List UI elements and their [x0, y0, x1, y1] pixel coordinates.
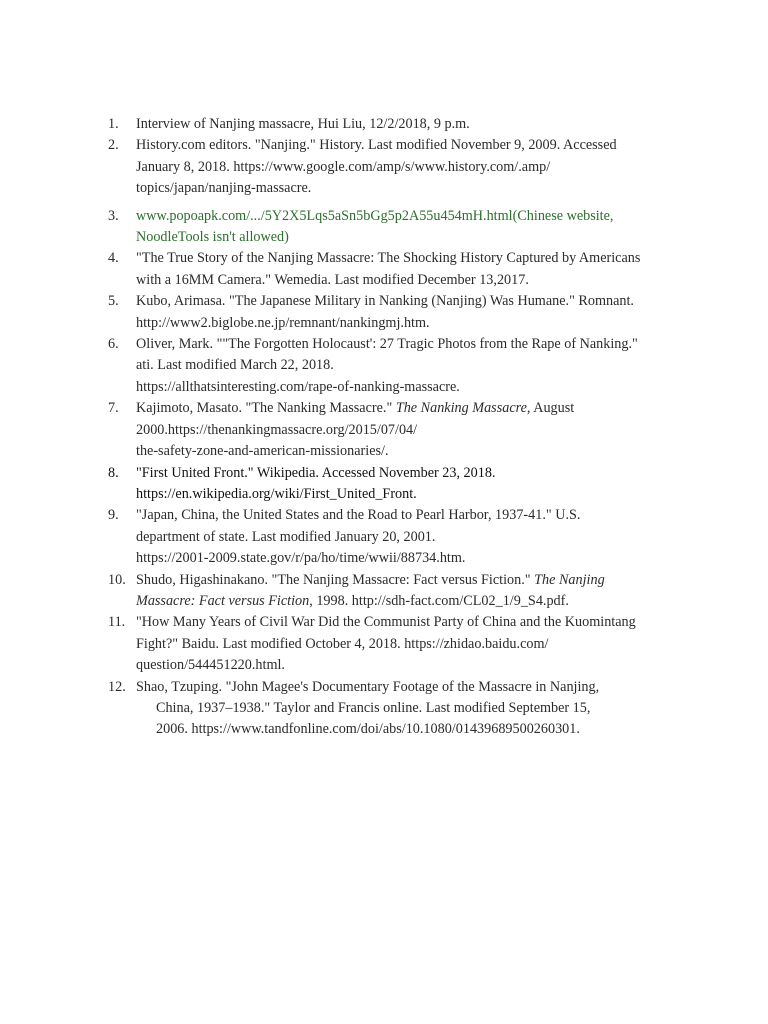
reference-text: the-safety-zone-and-american-missionaries/. [136, 443, 389, 460]
reference-title-italic: The Nanjing [534, 571, 605, 588]
reference-number: 5. [108, 293, 119, 310]
reference-number: 3. [108, 207, 119, 224]
reference-text: Interview of Nanjing massacre, Hui Liu, 12/2/2018, 9 p.m. [136, 116, 470, 132]
reference-title-italic: The Nanking Massacre [395, 400, 527, 417]
reference-text-part: Shudo, Higashinakano. "The Nanjing Massacre: Fact versus Fiction." [136, 571, 535, 588]
reference-item-11 [108, 612, 668, 676]
reference-item-5 [108, 291, 668, 334]
reference-item-1 [108, 114, 668, 135]
reference-number: 10. [108, 571, 126, 588]
reference-number: 9. [108, 507, 119, 524]
reference-text: History.com editors. "Nanjing." History. Last modified November 9, 2009. Accessed [136, 137, 617, 154]
reference-number: 1. [108, 116, 119, 132]
reference-text: http://www2.biglobe.ne.jp/remnant/nankingmj.htm. [136, 314, 430, 331]
reference-item-10 [108, 570, 668, 613]
reference-text [136, 591, 668, 612]
reference-item-3 [108, 206, 668, 249]
reference-text [136, 570, 668, 591]
reference-text: January 8, 2018. https://www.google.com/amp/s/www.history.com/.amp/ [136, 158, 551, 175]
reference-text: topics/japan/nanjing-massacre. [136, 180, 312, 197]
reference-text: "First United Front." Wikipedia. Accessed November 23, 2018. [136, 464, 496, 481]
reference-number: 7. [108, 400, 119, 417]
reference-text: China, 1937–1938." Taylor and Francis online. Last modified September 15, [156, 699, 591, 716]
reference-link[interactable]: https://en.wikipedia.org/wiki/First_United_Front. [136, 485, 417, 502]
reference-text: Kubo, Arimasa. "The Japanese Military in Nanking (Nanjing) Was Humane." Romnant. [136, 293, 634, 310]
reference-item-12 [108, 677, 668, 741]
reference-number: 12. [108, 678, 126, 695]
reference-text: with a 16MM Camera." Wemedia. Last modified December 13,2017. [136, 271, 529, 288]
reference-title-italic: Massacre: Fact versus Fiction [136, 592, 310, 609]
reference-list [108, 114, 668, 741]
reference-text: ati. Last modified March 22, 2018. [136, 357, 334, 374]
reference-item-7 [108, 398, 668, 462]
reference-text: https://2001-2009.state.gov/r/pa/ho/time/wwii/88734.htm. [136, 550, 466, 567]
reference-text: Fight?" Baidu. Last modified October 4, 2018. https://zhidao.baidu.com/ [136, 635, 549, 652]
reference-text: Oliver, Mark. ""The Forgotten Holocaust': 27 Tragic Photos from the Rape of Nanking." [136, 336, 638, 353]
reference-text: NoodleTools isn't allowed) [136, 229, 289, 246]
reference-item-4 [108, 248, 668, 291]
reference-number: 2. [108, 137, 119, 154]
reference-text: question/544451220.html. [136, 657, 285, 674]
reference-text-part: Kajimoto, Masato. "The Nanking Massacre." [136, 400, 396, 417]
reference-text [136, 398, 668, 419]
reference-text: department of state. Last modified January 20, 2001. [136, 528, 436, 545]
reference-number: 11. [108, 614, 126, 631]
reference-item-8 [108, 463, 668, 506]
reference-text: 2006. https://www.tandfonline.com/doi/abs/10.1080/01439689500260301. [156, 721, 580, 738]
reference-item-6 [108, 334, 668, 398]
reference-text-part: , August [526, 400, 575, 417]
reference-number: 8. [108, 464, 119, 481]
reference-text: https://allthatsinteresting.com/rape-of-nanking-massacre. [136, 378, 460, 395]
reference-item-2 [108, 135, 668, 199]
reference-text: 2000.https://thenankingmassacre.org/2015/07/04/ [136, 421, 418, 438]
reference-text-part: , 1998. http://sdh-fact.com/CL02_1/9_S4.pdf. [309, 592, 569, 609]
reference-text: "How Many Years of Civil War Did the Communist Party of China and the Kuomintang [136, 614, 636, 631]
reference-text: "The True Story of the Nanjing Massacre: The Shocking History Captured by Americans [136, 250, 641, 267]
reference-number: 4. [108, 250, 119, 267]
reference-text: "Japan, China, the United States and the Road to Pearl Harbor, 1937-41." U.S. [136, 507, 581, 524]
reference-link[interactable]: www.popoapk.com/.../5Y2X5Lqs5aSn5bGg5p2A55u454mH.html(Chinese website, [136, 207, 614, 224]
reference-number: 6. [108, 336, 119, 353]
reference-item-9 [108, 505, 668, 569]
reference-text: Shao, Tzuping. "John Magee's Documentary Footage of the Massacre in Nanjing, [136, 678, 600, 695]
